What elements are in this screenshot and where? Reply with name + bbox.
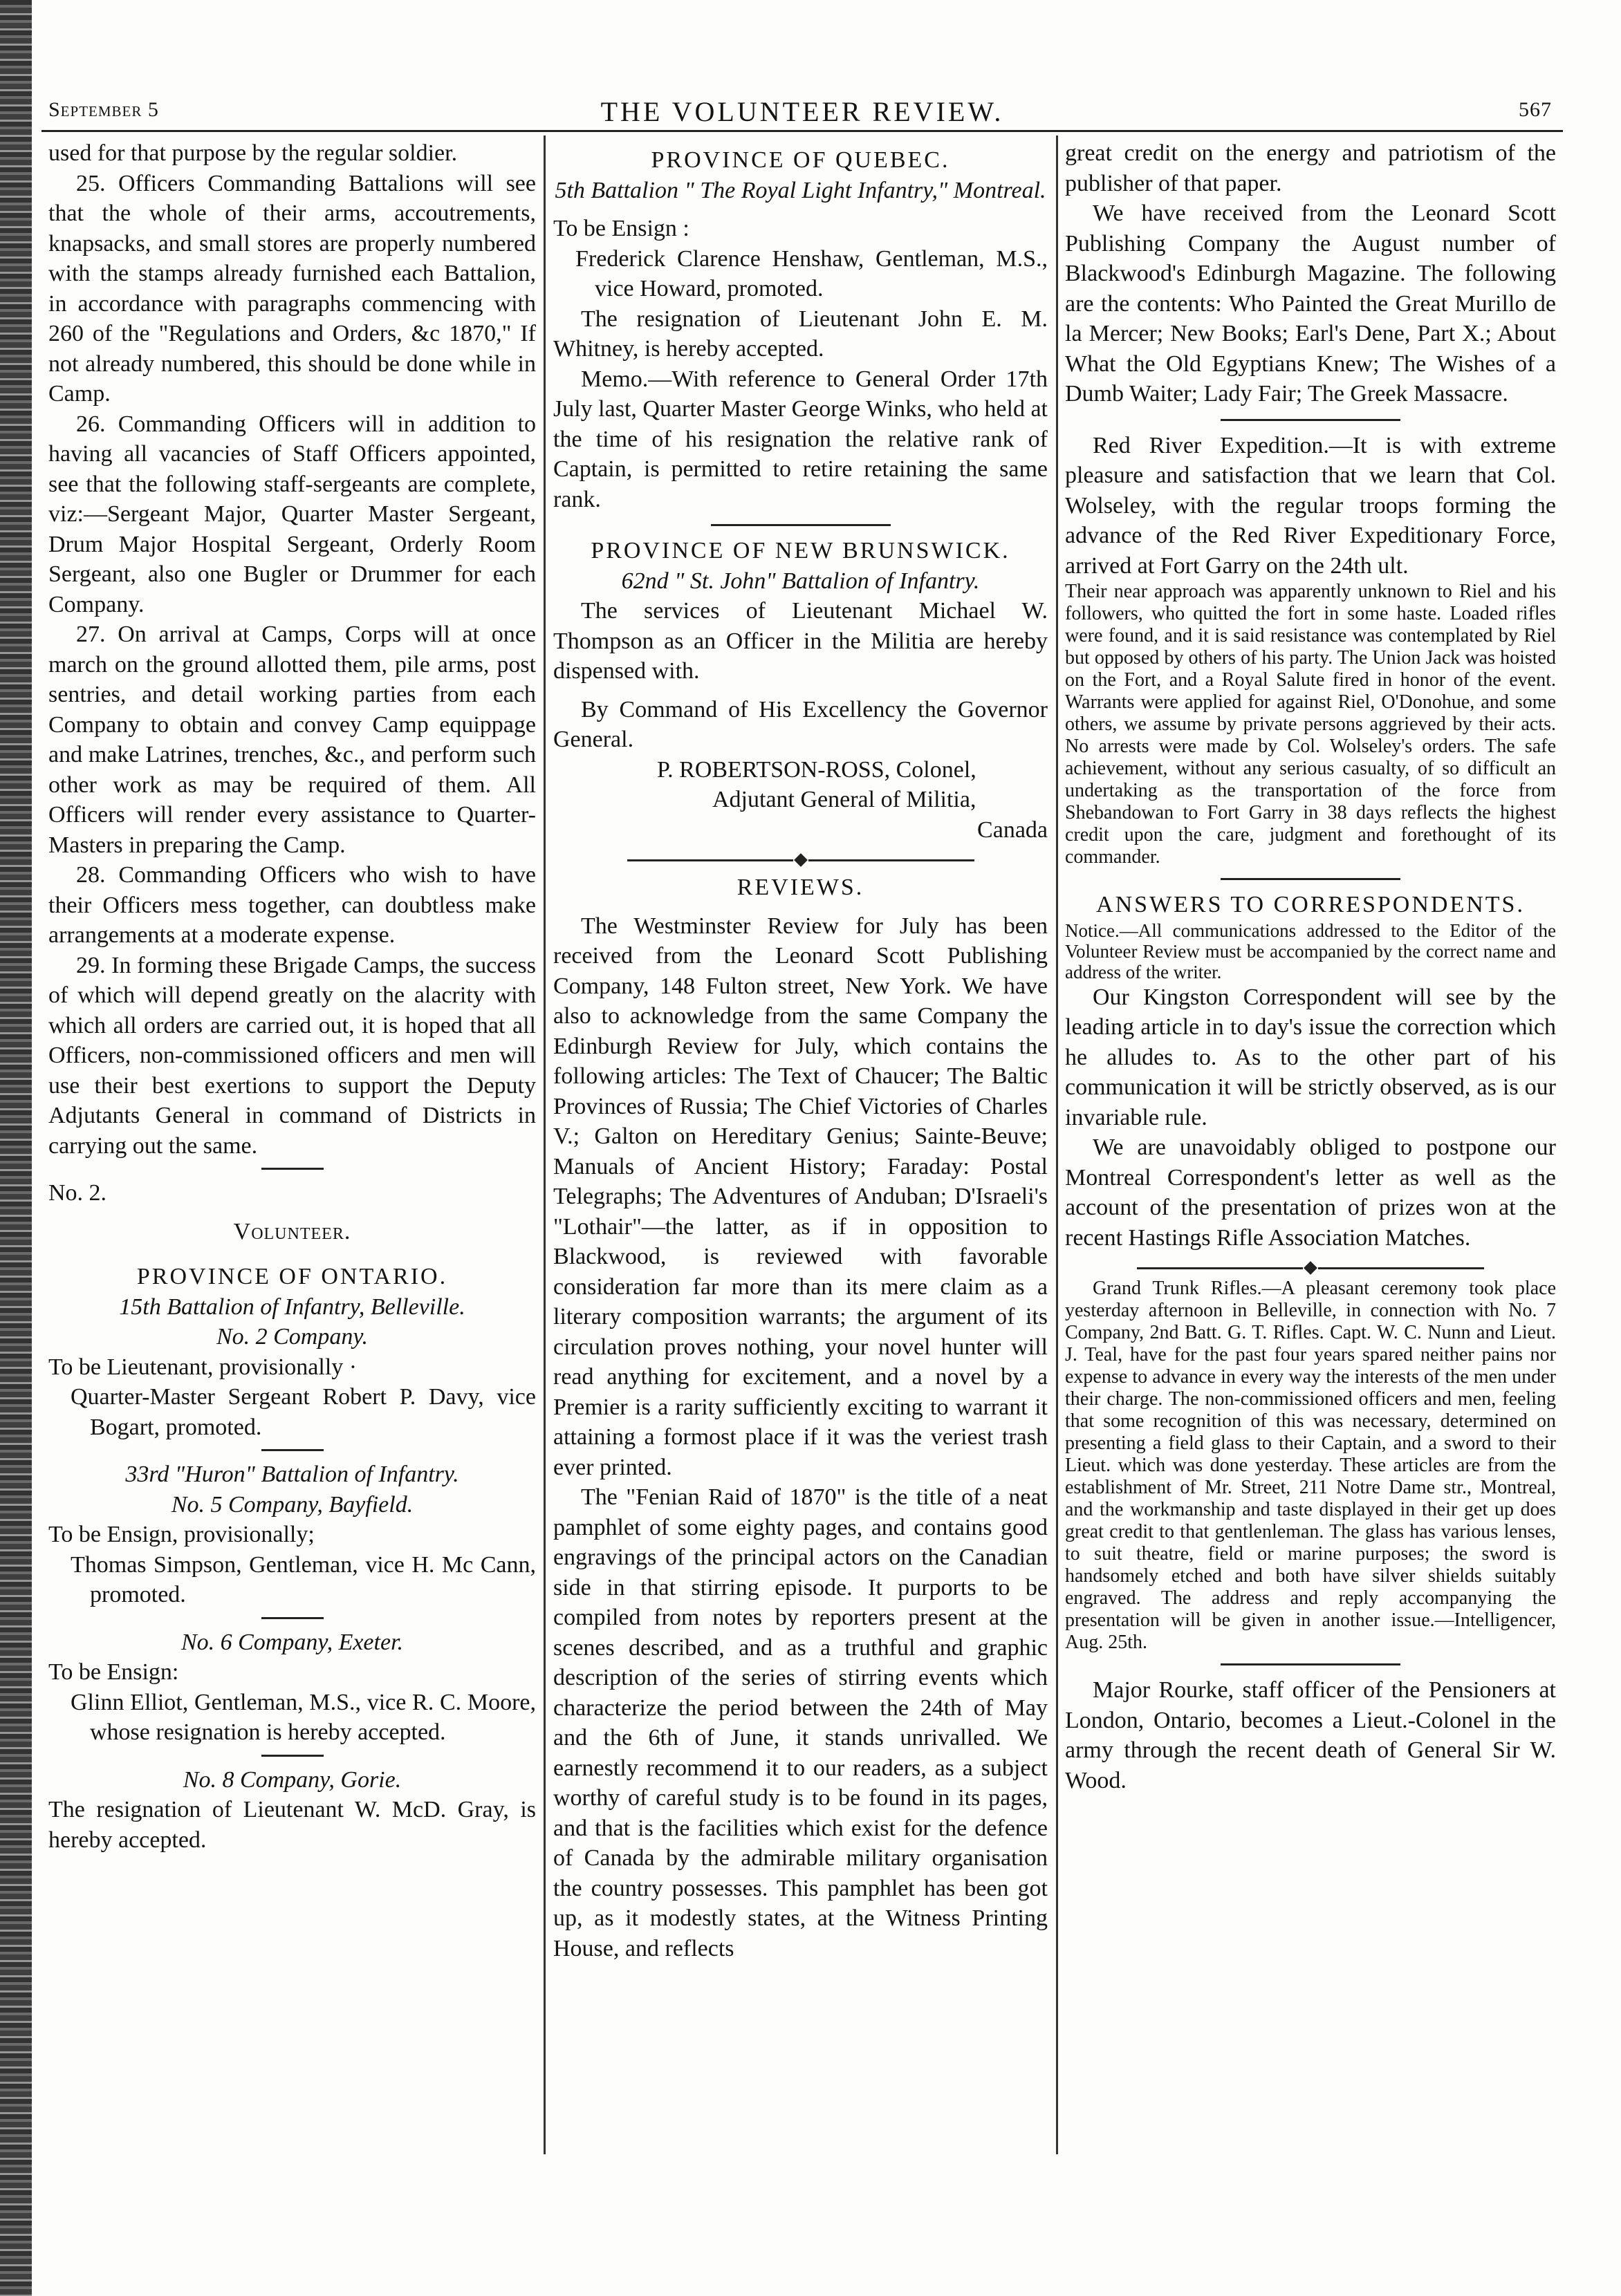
battalion-heading: 15th Battalion of Infantry, Belleville. (119, 1294, 465, 1320)
paragraph: 29. In forming these Brigade Camps, the success of which will depend greatly on the alacrity with which all orders are carried out, it is hoped that all Officers, non-commissioned officers and men will use their best exertions to support the Deputy Adjutants General in command of Districts in carrying out the same. (48, 952, 536, 1159)
battalion-heading: 33rd "Huron" Battalion of Infantry. (125, 1462, 459, 1487)
binding-edge (0, 0, 32, 2296)
paragraph: Red River Expedition.—It is with extreme pleasure and satisfaction that we learn that Col. Wolseley, with the regular troops forming the advance of the Red River Expeditionary Force, arrived at Fort Garry on the 24th ult. (1065, 432, 1556, 579)
section-heading: ANSWERS TO CORRESPONDENTS. (1096, 892, 1525, 917)
section-heading: REVIEWS. (737, 875, 864, 900)
notice: Notice.—All communications addressed to the Editor of the Volunteer Review must be accompanied by the correct name and address of the writer. (1065, 920, 1556, 982)
header-rule (41, 130, 1563, 132)
company-heading: No. 2 Company. (216, 1324, 369, 1350)
column-rule (1056, 136, 1058, 2154)
appointment-line: To be Ensign: (48, 1659, 179, 1685)
paragraph: great credit on the energy and patriotism of the publisher of that paper. (1065, 140, 1556, 196)
appointment-entry: Quarter-Master Sergeant Robert P. Davy, vice Bogart, promoted. (71, 1384, 536, 1440)
memo-paragraph: Memo.—With reference to General Order 17th July last, Quarter Master George Winks, who held at the time of his resignation the relative rank of Captain, is permitted to retire retaining the same rank. (553, 366, 1048, 512)
appointment-line: To be Ensign, provisionally; (48, 1522, 315, 1547)
running-head (41, 95, 1563, 126)
province-heading: PROVINCE OF ONTARIO. (136, 1264, 448, 1289)
masthead-title: THE VOLUNTEER REVIEW. (600, 96, 1004, 127)
command-line: By Command of His Excellency the Governor General. (553, 696, 1048, 752)
signature-name: P. ROBERTSON-ROSS, Colonel, (657, 756, 976, 783)
company-heading: No. 8 Company, Gorie. (183, 1766, 402, 1793)
section-label: Volunteer. (233, 1218, 351, 1244)
ornamental-rule (553, 852, 1048, 866)
appointment-entry: Frederick Clarence Henshaw, Gentleman, M.S., vice Howard, promoted. (575, 245, 1048, 301)
province-heading: PROVINCE OF NEW BRUNSWICK. (591, 538, 1010, 563)
newspaper-page (41, 0, 1563, 2296)
column-2 (553, 138, 1048, 1963)
paragraph-small: Grand Trunk Rifles.—A pleasant ceremony took place yesterday afternoon in Belleville, in connection with No. 7 Company, 2nd Batt. G. T. Rifles. Capt. W. C. Nunn and Lieut. J. Teal, have for the past four years spared neither pains nor expense to advance in every way the interests of the men under their charge. The non-commissioned officers and men, feeling that some recognition of this was necessary, determined on presenting a field glass to their Captain, and a sword to their Lieut. which was done yesterday. These articles are from the establishment of Mr. Street, 211 Notre Dame str., Montreal, and the workmanship and taste displayed in their get up does great credit to that gentlenleman. The glass has various lenses, to suit theatre, field or marine purposes; the sword is handsomely etched and both have silver shields suitably engraved. The address and reply accompanying the presentation will be given in another issue.—Intelligencer, Aug. 25th. (1065, 1278, 1556, 1653)
paragraph: The "Fenian Raid of 1870" is the title of a neat pamphlet of some eighty pages, and contains good engravings of the principal actors on the Canadian side in that stirring episode. It purports to be compiled from notes by reporters present at the scenes described, and as a truthful and graphic description of the series of stirring events which characterize the period between the 24th of May and the 6th of June, it stands unrivalled. We earnestly recommend it to our readers, as a subject worthy of careful study is to be found in its pages, and that is the facilities which exist for the defence of Canada by the admirable military organisation the country possesses. This pamphlet has been got up, as it modestly states, at the Witness Printing House, and reflects (553, 1484, 1048, 1961)
ornamental-rule (1065, 1260, 1556, 1273)
header-date: September 5 (48, 98, 159, 121)
paragraph: The resignation of Lieutenant John E. M. Whitney, is hereby accepted. (553, 306, 1048, 362)
paragraph: We are unavoidably obliged to postpone our Montreal Correspondent's letter as well as the account of the presentation of prizes won at the recent Hastings Rifle Association Matches. (1065, 1135, 1556, 1251)
appointment-entry: Thomas Simpson, Gentleman, vice H. Mc Cann, promoted. (71, 1551, 536, 1607)
signature-place: Canada (977, 816, 1048, 843)
paragraph: We have received from the Leonard Scott Publishing Company the August number of Blackwood's Edinburgh Magazine. The following are the contents: Who Painted the Great Murillo de la Mercer; New Books; Earl's Dene, Part X.; About What the Old Egyptians Knew; The Wishes of a Dumb Waiter; Lady Fair; The Greek Massacre. (1065, 200, 1556, 407)
order-number: No. 2. (48, 1180, 107, 1206)
divider (261, 1168, 324, 1170)
divider (1221, 419, 1400, 421)
page-number: 567 (1519, 98, 1552, 121)
paragraph: Our Kingston Correspondent will see by the leading article in to day's issue the correction which he alludes to. As to the other part of his communication it will be strictly observed, as is our invariable rule. (1065, 984, 1556, 1130)
signature-title: Adjutant General of Militia, (712, 787, 976, 812)
divider (261, 1617, 324, 1619)
paragraph: 28. Commanding Officers who wish to have their Officers mess together, can doubtless make arrangements at a moderate expense. (48, 862, 536, 948)
company-heading: No. 5 Company, Bayfield. (171, 1491, 414, 1518)
paragraph: used for that purpose by the regular soldier. (48, 140, 458, 166)
appointment-line: To be Ensign : (553, 216, 689, 241)
paragraph: 27. On arrival at Camps, Corps will at once march on the ground allotted them, pile arms, post sentries, and detail working parties from each Company to obtain and convey Camp equippage and make Latrines, trenches, &c., and perform such other work as may be required of them. All Officers will render every assistance to Quarter-Masters in preparing the Camp. (48, 622, 536, 858)
column-rule (544, 136, 546, 2154)
paragraph-small: Their near approach was apparently unknown to Riel and his followers, who quitted the fort in some haste. Loaded rifles were found, and it is said resistance was contemplated by Riel but opposed by others of his party. The Union Jack was hoisted on the Fort, and a Royal Salute fired in honor of the event. Warrants were applied for against Riel, O'Donohue, and some others, we assume by private persons aggrieved by their acts. No arrests were made by Col. Wolseley's orders. The safe achievement, without any serious casualty, of so difficult an undertaking as the transportation of the force from Shebandowan to Fort Garry in 38 days reflects the highest credit upon the care, judgment and forethought of its commander. (1065, 581, 1556, 868)
paragraph: Major Rourke, staff officer of the Pensioners at London, Ontario, becomes a Lieut.-Colonel in the army through the recent death of General Sir W. Wood. (1065, 1677, 1556, 1793)
divider (261, 1449, 324, 1451)
divider (711, 524, 891, 526)
battalion-heading: 62nd " St. John" Battalion of Infantry. (621, 568, 980, 594)
paragraph: The resignation of Lieutenant W. McD. Gray, is hereby accepted. (48, 1797, 536, 1853)
appointment-line: To be Lieutenant, provisionally · (48, 1354, 358, 1380)
battalion-heading: 5th Battalion " The Royal Light Infantry," Montreal. (555, 177, 1046, 203)
divider (1221, 1663, 1400, 1665)
column-1 (48, 138, 536, 1855)
paragraph: The services of Lieutenant Michael W. Thompson as an Officer in the Militia are hereby dispensed with. (553, 598, 1048, 684)
divider (261, 1755, 324, 1757)
column-3 (1065, 138, 1556, 1795)
province-heading: PROVINCE OF QUEBEC. (651, 147, 950, 173)
paragraph: The Westminster Review for July has been received from the Leonard Scott Publishing Company, 148 Fulton street, New York. We have also to acknowledge from the same Company the Edinburgh Review for July, which contains the following articles: The Text of Chaucer; The Baltic Provinces of Russia; The Chief Victories of Charles V.; Galton on Hereditary Genius; Sainte-Beuve; Manuals of Ancient History; Faraday: Postal Telegraphs; The Adventures of Anduban; D'Israeli's "Lothair"—the latter, as if in opposition to Blackwood, is reviewed with favorable consideration far more than its mere claim as a literary composition warrants; the argument of its circulation proves nothing, your novel hunter will read anything for excitement, and a novel by a Premier is a rarity sufficiently exciting to warrant it attaining a formost place if it was the veriest trash ever printed. (553, 913, 1048, 1480)
paragraph: 25. Officers Commanding Battalions will see that the whole of their arms, accoutrements, knapsacks, and small stores are properly numbered with the stamps already furnished each Battalion, in accordance with paragraphs commencing with 260 of the "Regulations and Orders, &c 1870," If not already numbered, this should be done while in Camp. (48, 170, 536, 407)
divider (1221, 878, 1400, 880)
paragraph: 26. Commanding Officers will in addition to having all vacancies of Staff Officers appointed, see that the following staff-sergeants are complete, viz:—Sergeant Major, Quarter Master Sergeant, Drum Major Hospital Sergeant, Orderly Room Sergeant, also one Bugler or Drummer for each Company. (48, 411, 536, 617)
appointment-entry: Glinn Elliot, Gentleman, M.S., vice R. C. Moore, whose resignation is hereby accepted. (71, 1689, 536, 1745)
company-heading: No. 6 Company, Exeter. (180, 1629, 404, 1655)
